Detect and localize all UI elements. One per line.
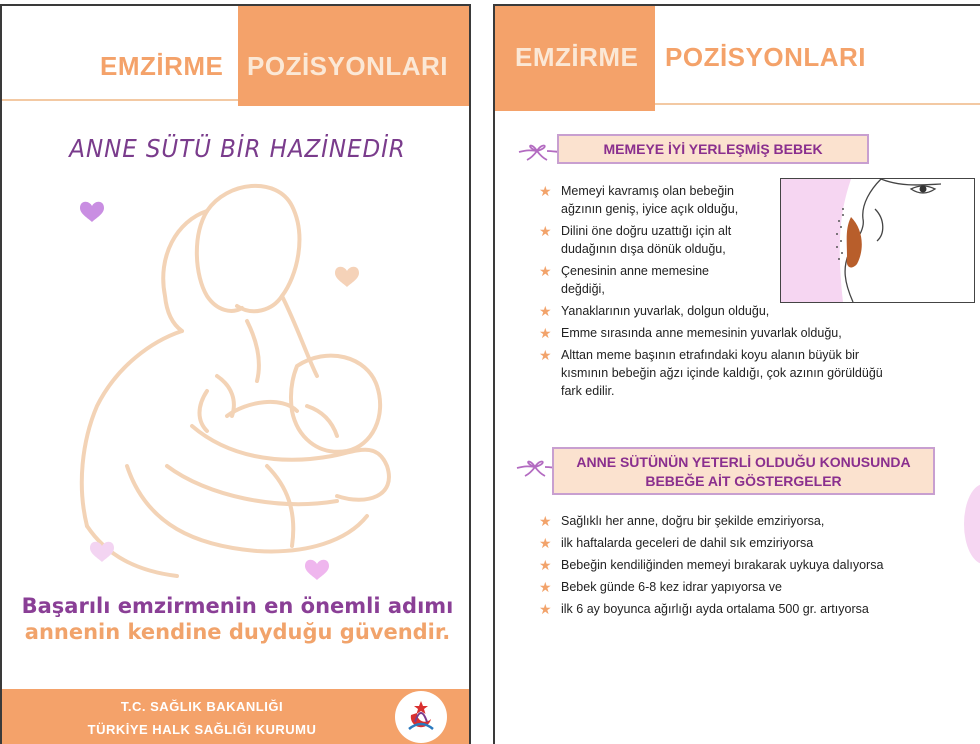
star-bullet-icon: ★ bbox=[539, 303, 552, 319]
list-item: ★ Dilini öne doğru uzattığı için alt dudağının dışa dönük olduğu, bbox=[539, 223, 732, 256]
decorative-pink-arc bbox=[964, 484, 980, 564]
header-word-1: EMZİRME bbox=[515, 42, 639, 72]
footer-ministry: T.C. SAĞLIK BAKANLIĞI bbox=[120, 699, 284, 714]
sufficiency-signs-list bbox=[539, 512, 959, 622]
star-bullet-icon: ★ bbox=[539, 347, 552, 363]
section-title-line-1: ANNE SÜTÜNÜN YETERLİ OLDUĞU KONUSUNDA bbox=[576, 454, 911, 470]
ministry-logo-icon bbox=[395, 691, 447, 743]
section-title-latch: MEMEYE İYİ YERLEŞMİŞ BEBEK bbox=[557, 134, 869, 164]
list-item: ★ Bebeğin kendiliğinden memeyi bırakarak uykuya dalıyorsa bbox=[539, 557, 884, 573]
slogan: ANNE SÜTÜ BİR HAZİNEDİR bbox=[69, 134, 406, 163]
list-item: ★ Bebek günde 6-8 kez idrar yapıyorsa ve bbox=[539, 579, 782, 595]
list-item: ★ Memeyi kavramış olan bebeğin ağzının geniş, iyice açık olduğu, bbox=[539, 183, 739, 216]
star-bullet-icon: ★ bbox=[539, 263, 552, 279]
list-item: ★ Sağlıklı her anne, doğru bir şekilde emziriyorsa, bbox=[539, 513, 825, 529]
star-bullet-icon: ★ bbox=[539, 183, 552, 199]
message-line-2: annenin kendine duyduğu güvendir. bbox=[24, 620, 451, 644]
mother-baby-illustration bbox=[57, 166, 417, 586]
message-line-1: Başarılı emzirmenin en önemli adımı bbox=[21, 594, 454, 618]
list-item: ★ ilk haftalarda geceleri de dahil sık emziriyorsa bbox=[539, 535, 814, 551]
ribbon-bow-icon bbox=[517, 140, 562, 162]
right-brochure-page bbox=[493, 4, 980, 744]
star-bullet-icon: ★ bbox=[539, 535, 552, 551]
header-word-2: POZİSYONLARI bbox=[247, 51, 449, 81]
section-title-line-2: BEBEĞE AİT GÖSTERGELER bbox=[645, 473, 842, 489]
star-bullet-icon: ★ bbox=[539, 223, 552, 239]
star-bullet-icon: ★ bbox=[539, 601, 552, 617]
header-word-1: EMZİRME bbox=[100, 51, 224, 81]
left-brochure-page bbox=[0, 4, 471, 744]
baby-mouth-diagram bbox=[780, 178, 975, 303]
star-bullet-icon: ★ bbox=[539, 557, 552, 573]
list-item: ★ Yanaklarının yuvarlak, dolgun olduğu, bbox=[539, 303, 770, 319]
list-item: ★ Çenesinin anne memesine değdiği, bbox=[539, 263, 710, 296]
header-word-2: POZİSYONLARI bbox=[665, 42, 867, 72]
list-item: ★ Alttan meme başının etrafındaki koyu alanın büyük bir kısmının bebeğin ağzı içinde kaldığı, çok azının görüldüğü fark edilir. bbox=[539, 347, 883, 398]
star-bullet-icon: ★ bbox=[539, 513, 552, 529]
list-item: ★ ilk 6 ay boyunca ağırlığı ayda ortalama 500 gr. artıyorsa bbox=[539, 601, 869, 617]
star-bullet-icon: ★ bbox=[539, 579, 552, 595]
star-bullet-icon: ★ bbox=[539, 325, 552, 341]
list-item: ★ Emme sırasında anne memesinin yuvarlak olduğu, bbox=[539, 325, 842, 341]
footer-institution: TÜRKİYE HALK SAĞLIĞI KURUMU bbox=[87, 722, 317, 737]
section-title-milk-sufficiency bbox=[552, 447, 935, 495]
